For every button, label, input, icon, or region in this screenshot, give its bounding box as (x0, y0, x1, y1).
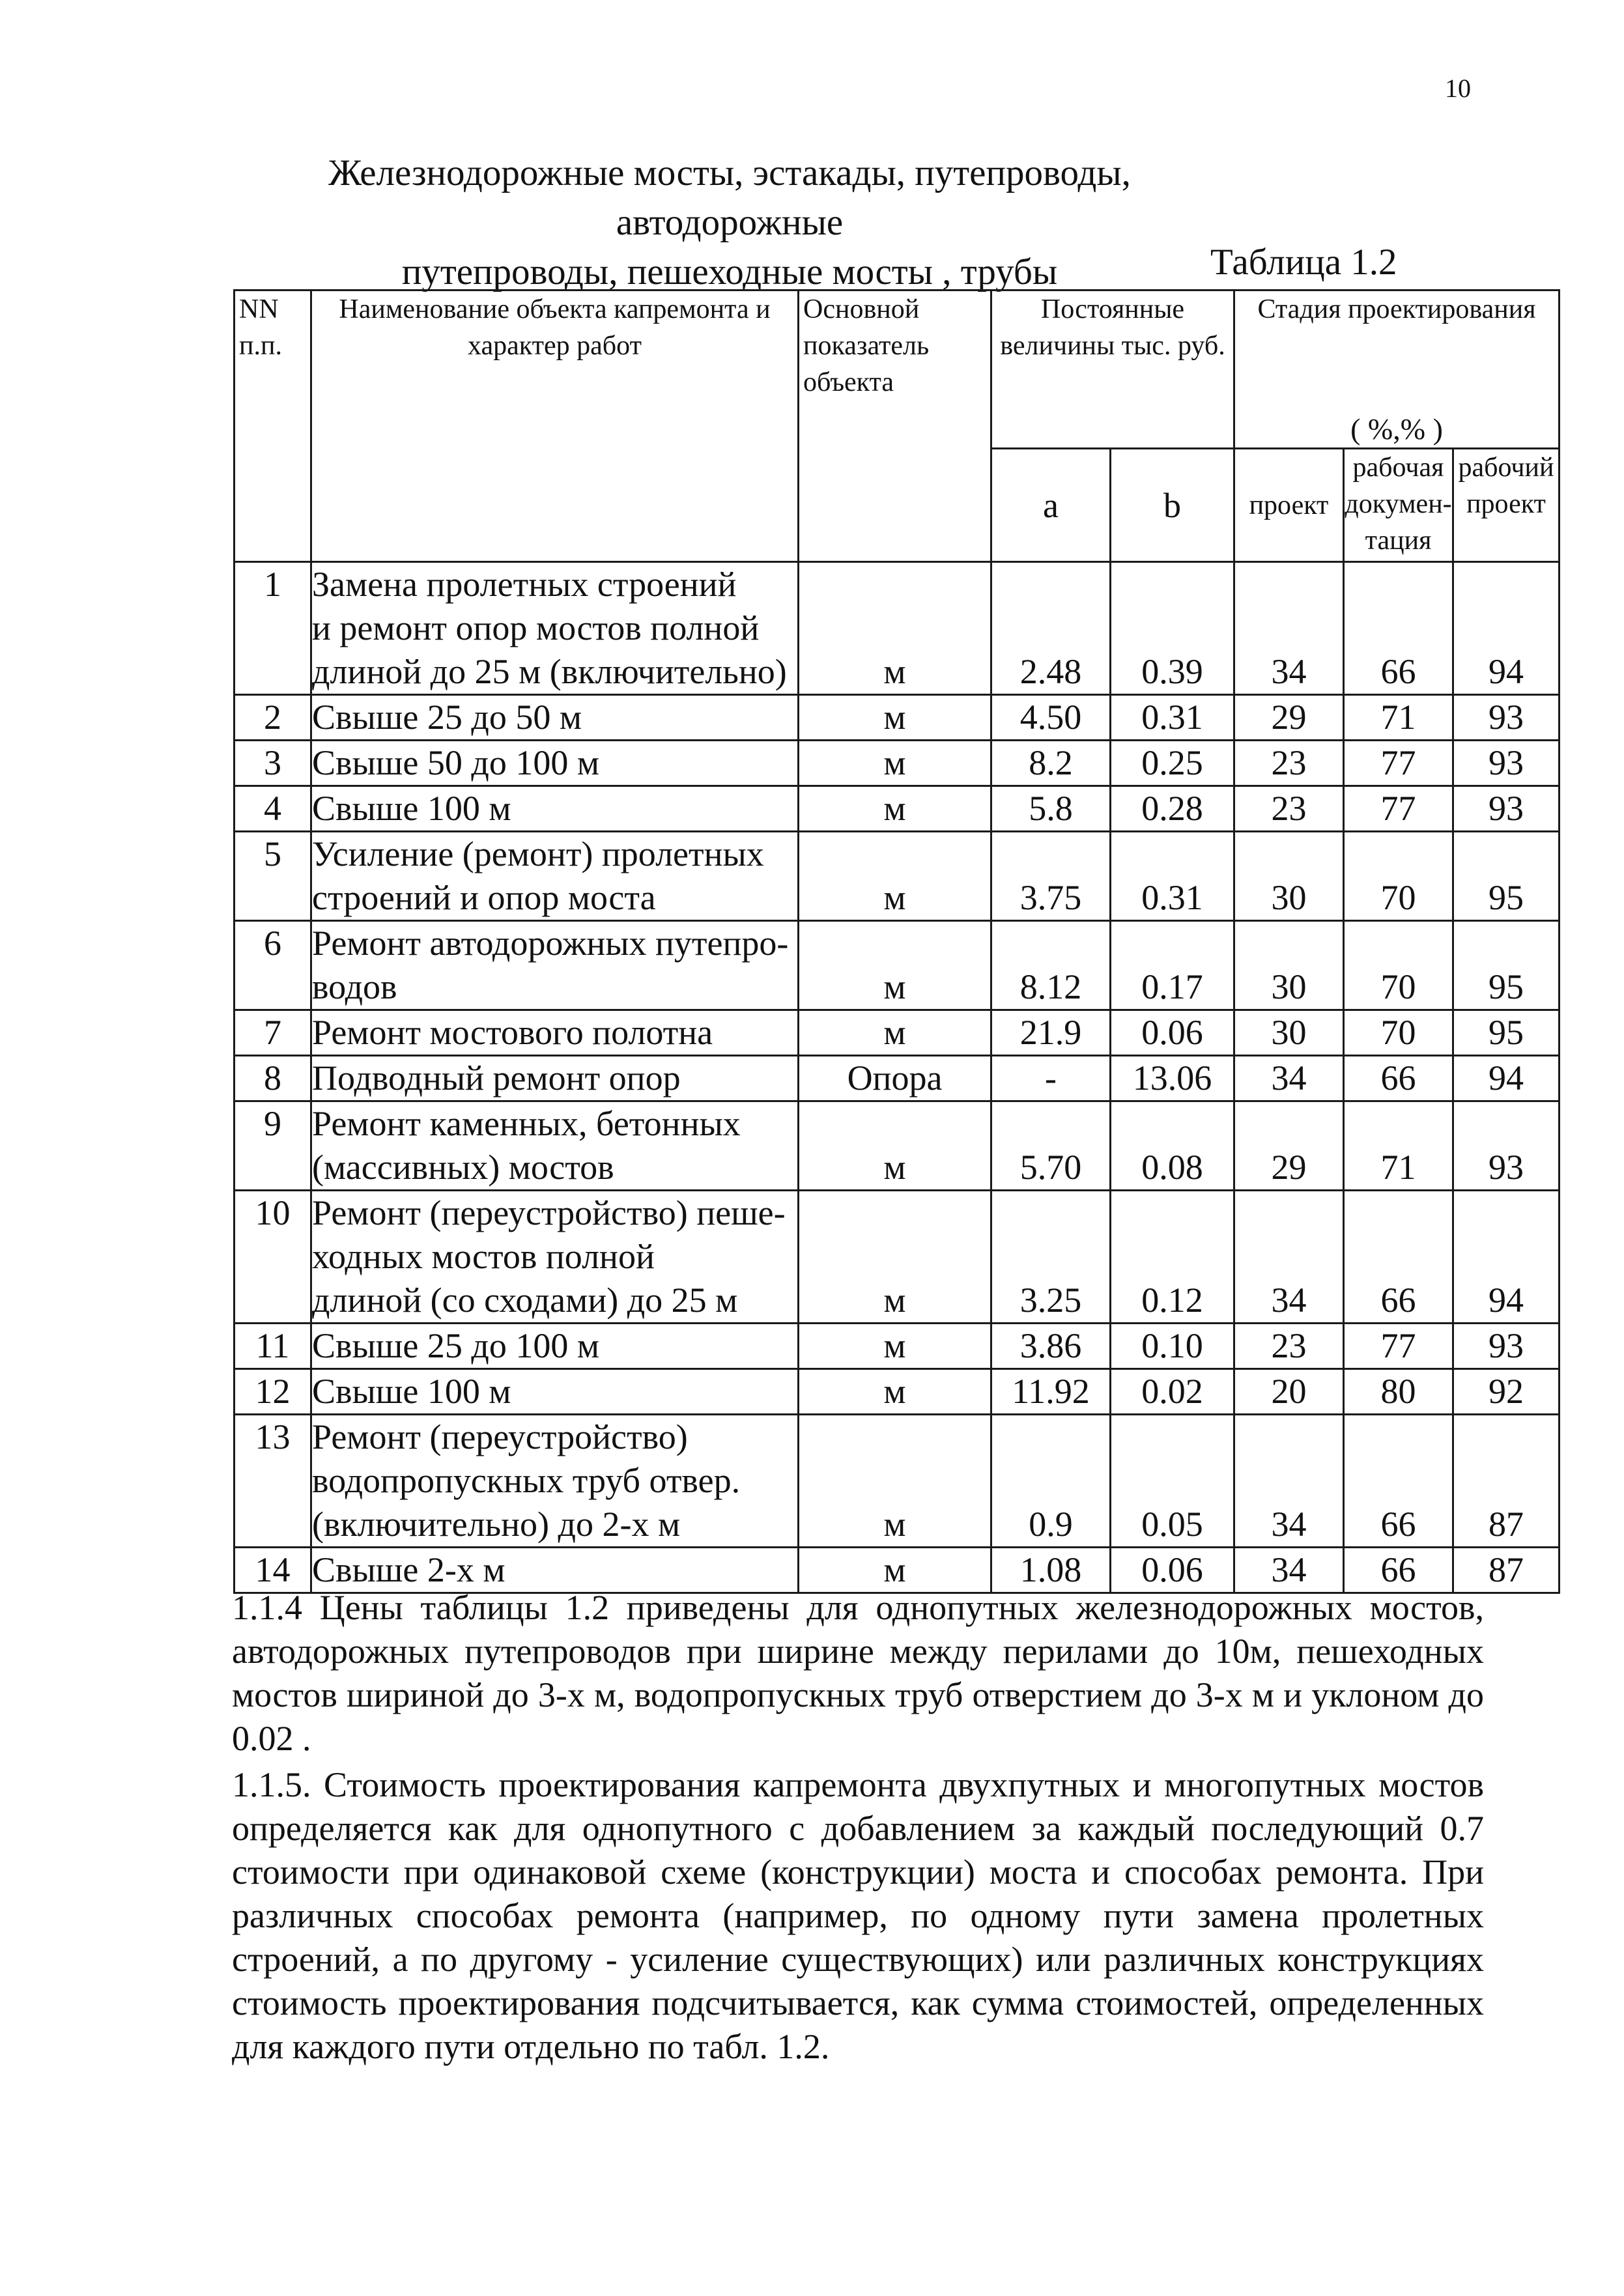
row-working-project: 93 (1453, 695, 1560, 741)
table-row (235, 1010, 1560, 1056)
row-b: 0.28 (1111, 786, 1234, 832)
row-working-docs: 70 (1344, 832, 1453, 921)
row-b: 0.08 (1111, 1101, 1234, 1191)
row-name (311, 741, 799, 786)
header-nn: NN п.п. (235, 291, 311, 562)
row-project: 30 (1234, 921, 1344, 1010)
row-working-docs: 77 (1344, 786, 1453, 832)
row-unit: м (799, 1324, 991, 1369)
row-working-docs: 77 (1344, 741, 1453, 786)
row-number: 10 (235, 1191, 311, 1324)
row-a: 8.12 (991, 921, 1111, 1010)
row-a: 0.9 (991, 1415, 1111, 1548)
row-working-docs: 70 (1344, 921, 1453, 1010)
row-a: 2.48 (991, 562, 1111, 695)
row-unit: м (799, 562, 991, 695)
row-a: 1.08 (991, 1548, 1111, 1593)
table-header (235, 291, 1560, 562)
page-number: 10 (1445, 74, 1471, 103)
row-project: 23 (1234, 786, 1344, 832)
header-b: b (1111, 449, 1234, 562)
row-b: 0.25 (1111, 741, 1234, 786)
row-working-project: 87 (1453, 1548, 1560, 1593)
row-project: 34 (1234, 1056, 1344, 1101)
row-unit: м (799, 1548, 991, 1593)
header-working-project: рабочий проект (1453, 449, 1560, 562)
row-name (311, 1056, 799, 1101)
row-unit: м (799, 786, 991, 832)
row-b: 13.06 (1111, 1056, 1234, 1101)
header-working-docs: рабочая докумен-тация (1344, 449, 1453, 562)
row-number: 5 (235, 832, 311, 921)
row-b: 0.31 (1111, 832, 1234, 921)
row-name (311, 1324, 799, 1369)
row-name-line: длиной до 25 м (включительно) (312, 652, 787, 691)
row-b: 0.02 (1111, 1369, 1234, 1415)
row-unit: м (799, 921, 991, 1010)
row-working-docs: 66 (1344, 1548, 1453, 1593)
header-constants: Постоянные величины тыс. руб. (991, 291, 1234, 449)
row-number: 2 (235, 695, 311, 741)
row-name (311, 1415, 799, 1548)
row-project: 29 (1234, 1101, 1344, 1191)
row-number: 11 (235, 1324, 311, 1369)
row-a: 3.86 (991, 1324, 1111, 1369)
table-row (235, 1101, 1560, 1191)
row-number: 3 (235, 741, 311, 786)
table-row (235, 786, 1560, 832)
row-working-docs: 66 (1344, 1191, 1453, 1324)
row-number: 1 (235, 562, 311, 695)
row-a: 5.70 (991, 1101, 1111, 1191)
table-row (235, 741, 1560, 786)
row-a: - (991, 1056, 1111, 1101)
row-unit: м (799, 1101, 991, 1191)
row-name-line: (включительно) до 2-х м (312, 1505, 681, 1544)
row-number: 8 (235, 1056, 311, 1101)
row-working-project: 93 (1453, 786, 1560, 832)
row-name (311, 1101, 799, 1191)
row-name-line: Ремонт автодорожных путепро- (312, 924, 789, 963)
row-number: 9 (235, 1101, 311, 1191)
row-project: 29 (1234, 695, 1344, 741)
row-number: 14 (235, 1548, 311, 1593)
row-working-docs: 71 (1344, 1101, 1453, 1191)
row-project: 34 (1234, 1191, 1344, 1324)
table-label: Таблица 1.2 (1210, 242, 1397, 283)
row-name-line: водов (312, 967, 397, 1006)
row-name-line: и ремонт опор мостов полной (312, 608, 760, 647)
row-unit: м (799, 1191, 991, 1324)
row-name-line: Усиление (ремонт) пролетных (312, 834, 764, 873)
row-a: 5.8 (991, 786, 1111, 832)
row-name (311, 921, 799, 1010)
row-number: 12 (235, 1369, 311, 1415)
row-number: 7 (235, 1010, 311, 1056)
row-name-line: Ремонт каменных, бетонных (312, 1104, 741, 1143)
table-body (235, 562, 1560, 1593)
row-name-line: строений и опор моста (312, 878, 656, 917)
row-working-project: 94 (1453, 1056, 1560, 1101)
row-a: 8.2 (991, 741, 1111, 786)
table-row (235, 1415, 1560, 1548)
row-a: 3.25 (991, 1191, 1111, 1324)
row-working-docs: 70 (1344, 1010, 1453, 1056)
table-row (235, 1191, 1560, 1324)
row-unit: Опора (799, 1056, 991, 1101)
heading-line-2: путепроводы, пешеходные мосты , трубы (401, 251, 1058, 292)
row-name (311, 695, 799, 741)
row-name (311, 562, 799, 695)
row-unit: м (799, 1415, 991, 1548)
row-project: 30 (1234, 832, 1344, 921)
row-b: 0.17 (1111, 921, 1234, 1010)
row-working-project: 87 (1453, 1415, 1560, 1548)
row-project: 30 (1234, 1010, 1344, 1056)
row-working-docs: 66 (1344, 1056, 1453, 1101)
row-name (311, 1369, 799, 1415)
row-name-line: ходных мостов полной (312, 1237, 655, 1276)
row-name-line: Подводный ремонт опор (312, 1058, 681, 1098)
row-working-docs: 71 (1344, 695, 1453, 741)
row-unit: м (799, 832, 991, 921)
row-project: 34 (1234, 562, 1344, 695)
row-name-line: Свыше 2-х м (312, 1550, 506, 1589)
row-name (311, 1191, 799, 1324)
row-name-line: Свыше 100 м (312, 789, 511, 828)
row-working-docs: 80 (1344, 1369, 1453, 1415)
page-heading (248, 149, 1212, 297)
heading-line-1: Железнодорожные мосты, эстакады, путепроводы, автодорожные (328, 152, 1131, 243)
row-working-project: 94 (1453, 1191, 1560, 1324)
header-stage-title: Стадия проектирования (1257, 294, 1536, 324)
table-row (235, 921, 1560, 1010)
header-a: a (991, 449, 1111, 562)
row-name (311, 832, 799, 921)
row-name-line: Ремонт мостового полотна (312, 1013, 713, 1052)
row-working-project: 95 (1453, 1010, 1560, 1056)
table-row (235, 1324, 1560, 1369)
row-unit: м (799, 741, 991, 786)
row-a: 4.50 (991, 695, 1111, 741)
row-project: 20 (1234, 1369, 1344, 1415)
row-working-project: 93 (1453, 1101, 1560, 1191)
row-name-line: Ремонт (переустройство) (312, 1417, 688, 1456)
row-name (311, 786, 799, 832)
row-working-project: 92 (1453, 1369, 1560, 1415)
row-working-project: 94 (1453, 562, 1560, 695)
projects-table (233, 289, 1560, 1594)
row-name-line: Свыше 25 до 50 м (312, 698, 582, 737)
header-stage (1234, 291, 1560, 449)
header-name: Наименование объекта капремонта и характер работ (311, 291, 799, 562)
row-working-project: 95 (1453, 832, 1560, 921)
row-working-project: 93 (1453, 1324, 1560, 1369)
table-row (235, 562, 1560, 695)
header-stage-pct: ( %,% ) (1350, 412, 1443, 446)
table-row (235, 1369, 1560, 1415)
table-row (235, 832, 1560, 921)
row-unit: м (799, 1010, 991, 1056)
table-row (235, 1056, 1560, 1101)
row-name-line: Ремонт (переустройство) пеше- (312, 1193, 786, 1232)
row-a: 3.75 (991, 832, 1111, 921)
header-indicator: Основной показатель объекта (799, 291, 991, 562)
table-row (235, 695, 1560, 741)
row-name-line: водопропускных труб отвер. (312, 1461, 741, 1500)
row-name-line: Свыше 100 м (312, 1372, 511, 1411)
row-project: 34 (1234, 1415, 1344, 1548)
row-b: 0.06 (1111, 1010, 1234, 1056)
row-number: 4 (235, 786, 311, 832)
paragraph-1-1-4: 1.1.4 Цены таблицы 1.2 приведены для однопутных железнодорожных мостов, автодорожных путепроводов при ширине между перилами до 10м, пешеходных мостов шириной до 3-х м, водопропускных труб отверстием до 3-х м и уклоном до 0.02 . (232, 1588, 1484, 1758)
row-b: 0.06 (1111, 1548, 1234, 1593)
row-b: 0.05 (1111, 1415, 1234, 1548)
row-number: 13 (235, 1415, 311, 1548)
row-name-line: Свыше 50 до 100 м (312, 743, 599, 782)
row-project: 23 (1234, 1324, 1344, 1369)
row-a: 21.9 (991, 1010, 1111, 1056)
row-name-line: длиной (со сходами) до 25 м (312, 1281, 738, 1320)
row-number: 6 (235, 921, 311, 1010)
row-name-line: (массивных) мостов (312, 1148, 614, 1187)
row-working-docs: 66 (1344, 562, 1453, 695)
row-name-line: Свыше 25 до 100 м (312, 1326, 599, 1365)
row-b: 0.10 (1111, 1324, 1234, 1369)
row-b: 0.12 (1111, 1191, 1234, 1324)
row-working-project: 93 (1453, 741, 1560, 786)
paragraph-1-1-5: 1.1.5. Стоимость проектирования капремонта двухпутных и многопутных мостов определяется как для однопутного с добавлением за каждый последующий 0.7 стоимости при одинаковой схеме (конструкции) моста и способах ремонта. При различных способах ремонта (например, по одному пути замена пролетных строений, а по другому - усиление существующих) или различных конструкциях стоимость проектирования подсчитывается, как сумма стоимостей, определенных для каждого пути отдельно по табл. 1.2. (232, 1765, 1484, 2066)
row-name (311, 1010, 799, 1056)
row-project: 23 (1234, 741, 1344, 786)
row-name-line: Замена пролетных строений (312, 565, 737, 604)
row-unit: м (799, 1369, 991, 1415)
row-working-docs: 66 (1344, 1415, 1453, 1548)
header-project: проект (1234, 449, 1344, 562)
row-unit: м (799, 695, 991, 741)
row-project: 34 (1234, 1548, 1344, 1593)
row-a: 11.92 (991, 1369, 1111, 1415)
row-working-project: 95 (1453, 921, 1560, 1010)
row-working-docs: 77 (1344, 1324, 1453, 1369)
row-b: 0.39 (1111, 562, 1234, 695)
row-b: 0.31 (1111, 695, 1234, 741)
